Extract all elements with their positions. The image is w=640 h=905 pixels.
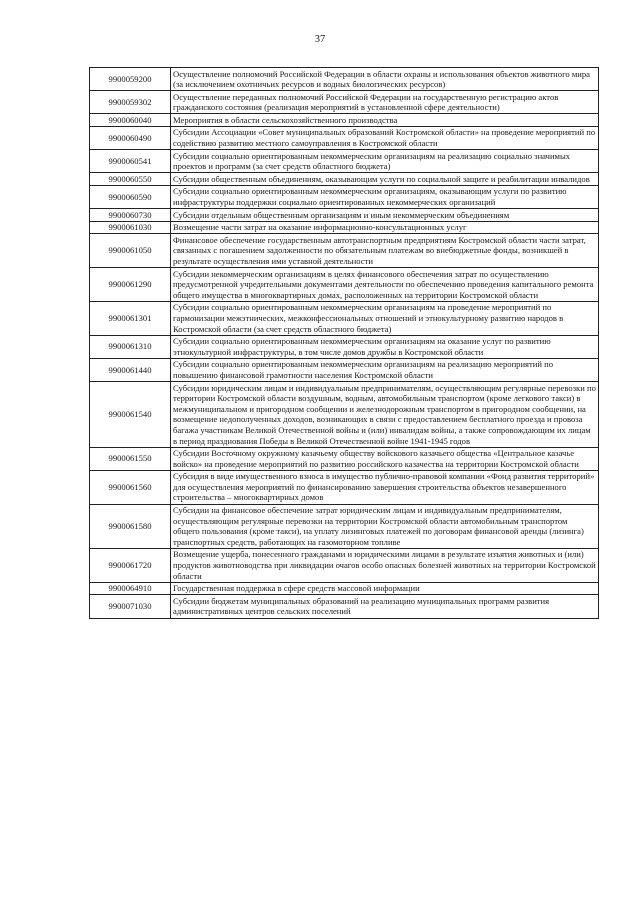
table-row xyxy=(90,209,599,222)
table-row xyxy=(90,447,599,470)
description-cell: Субсидии социально ориентированным некоммерческим организациям на проведение мероприятий по гармонизации межэтнических, межконфессиональных отношений и этнокультурному развитию народов в Костромской области (за счет средств областного бюджета) xyxy=(171,301,599,335)
code-cell: 9900061580 xyxy=(90,504,171,548)
code-cell: 9900061290 xyxy=(90,268,171,302)
description-cell: Государственная поддержка в сфере средств массовой информации xyxy=(171,582,599,595)
description-cell: Субсидии социально ориентированным некоммерческим организациям на реализацию мероприятий по повышению финансовой грамотности населения Костромской области xyxy=(171,358,599,381)
table-row xyxy=(90,595,599,618)
table-row xyxy=(90,382,599,448)
description-cell: Осуществление переданных полномочий Российской Федерации на государственную регистрацию актов гражданского состояния (реализация мероприятий в установленной сфере деятельности) xyxy=(171,91,599,114)
code-cell: 9900061550 xyxy=(90,447,171,470)
page-number: 37 xyxy=(314,34,326,45)
description-cell: Финансовое обеспечение государственным автотранспортным предприятиям Костромской области части затрат, связанных с погашением задолженности по обязательным платежам во внебюджетные фонды, возникшей в результате осуществления ими уставной деятельности xyxy=(171,234,599,268)
code-cell: 9900060590 xyxy=(90,185,171,208)
table-row xyxy=(90,234,599,268)
code-cell: 9900064910 xyxy=(90,582,171,595)
table-row xyxy=(90,268,599,302)
table-row xyxy=(90,185,599,208)
code-cell: 9900061440 xyxy=(90,358,171,381)
description-cell: Субсидии юридическим лицам и индивидуальным предпринимателям, осуществляющим регулярные перевозки по территории Костромской области воздушным, водным, автомобильным транспортом (кроме легкового такси) в межмуниципальном и пригородном сообщении и железнодорожным транспортом в пригородном сообщении, на возмещение недополученных доходов, возникающих в связи с предоставлением бесплатного проезда и провоза багажа участникам Великой Отечественной войны и (или) инвалидам войны, а также сопровождающим их лицам в период празднования Победы в Великой Отечественной войне 1941-1945 годов xyxy=(171,382,599,448)
table-row xyxy=(90,582,599,595)
code-cell: 9900061720 xyxy=(90,548,171,582)
code-cell: 9900061540 xyxy=(90,382,171,448)
table-row xyxy=(90,150,599,173)
description-cell: Субсидии Восточному окружному казачьему обществу войскового казачьего общества «Центральное казачье войско» на проведение мероприятий по развитию российского казачества на территории Костромской области xyxy=(171,447,599,470)
code-cell: 9900060550 xyxy=(90,173,171,186)
code-cell: 9900061310 xyxy=(90,335,171,358)
description-cell: Возмещение части затрат на оказание информационно-консультационных услуг xyxy=(171,221,599,234)
code-cell: 9900060040 xyxy=(90,114,171,127)
description-cell: Мероприятия в области сельскохозяйственного производства xyxy=(171,114,599,127)
table-row xyxy=(90,68,599,91)
code-cell: 9900060490 xyxy=(90,126,171,149)
table-row xyxy=(90,504,599,548)
code-cell: 9900059302 xyxy=(90,91,171,114)
table-row xyxy=(90,470,599,504)
code-cell: 9900060541 xyxy=(90,150,171,173)
description-cell: Субсидии социально ориентированным некоммерческим организациям, оказывающим услуги по развитию инфраструктуры поддержки социально ориентированных некоммерческих организаций xyxy=(171,185,599,208)
description-cell: Субсидии отдельным общественным организациям и иным некоммерческим объединениям xyxy=(171,209,599,222)
description-cell: Субсидии социально ориентированным некоммерческим организациям на оказание услуг по развитию этнокультурной инфраструктуры, в том числе домов дружбы в Костромской области xyxy=(171,335,599,358)
description-cell: Субсидия в виде имущественного взноса в имущество публично-правовой компании «Фонд развития территорий» для осуществления мероприятий по финансированию завершения строительства объектов незавершенного строительства – многоквартирных домов xyxy=(171,470,599,504)
table-row xyxy=(90,114,599,127)
code-cell: 9900061301 xyxy=(90,301,171,335)
description-cell: Субсидии на финансовое обеспечение затрат юридическим лицам и индивидуальным предпринимателям, осуществляющим регулярные перевозки на территории Костромской области автомобильным транспортом общего пользования (кроме такси), на уплату лизинговых платежей по договорам финансовой аренды (лизинга) транспортных средств, работающих на газомоторном топливе xyxy=(171,504,599,548)
table-row xyxy=(90,173,599,186)
code-cell: 9900061050 xyxy=(90,234,171,268)
description-cell: Субсидии некоммерческим организациям в целях финансового обеспечения затрат по осуществлению предусмотренной учредительными документами деятельности по обеспечению проведения капитального ремонта общего имущества в многоквартирных домах, расположенных на территории Костромской области xyxy=(171,268,599,302)
description-cell: Субсидии бюджетам муниципальных образований на реализацию муниципальных программ развития административных центров сельских поселений xyxy=(171,595,599,618)
code-cell: 9900059200 xyxy=(90,68,171,91)
table-row xyxy=(90,91,599,114)
code-cell: 9900060730 xyxy=(90,209,171,222)
table-row xyxy=(90,335,599,358)
budget-codes-table xyxy=(89,67,599,619)
description-cell: Субсидии Ассоциации «Совет муниципальных образований Костромской области» на проведение мероприятий по содействию развитию местного самоуправления в Костромской области xyxy=(171,126,599,149)
table-row xyxy=(90,126,599,149)
code-cell: 9900071030 xyxy=(90,595,171,618)
description-cell: Субсидии социально ориентированным некоммерческим организациям на реализацию социально значимых проектов и программ (за счет средств областного бюджета) xyxy=(171,150,599,173)
description-cell: Возмещение ущерба, понесенного гражданами и юридическими лицами в результате изъятия животных и (или) продуктов животноводства при ликвидации очагов особо опасных болезней животных на территории Костромской области xyxy=(171,548,599,582)
table-row xyxy=(90,548,599,582)
table-row xyxy=(90,221,599,234)
description-cell: Осуществление полномочий Российской Федерации в области охраны и использования объектов животного мира (за исключением охотничьих ресурсов и водных биологических ресурсов) xyxy=(171,68,599,91)
code-cell: 9900061560 xyxy=(90,470,171,504)
table-row xyxy=(90,358,599,381)
code-cell: 9900061030 xyxy=(90,221,171,234)
description-cell: Субсидии общественным объединениям, оказывающим услуги по социальной защите и реабилитации инвалидов xyxy=(171,173,599,186)
table-row xyxy=(90,301,599,335)
